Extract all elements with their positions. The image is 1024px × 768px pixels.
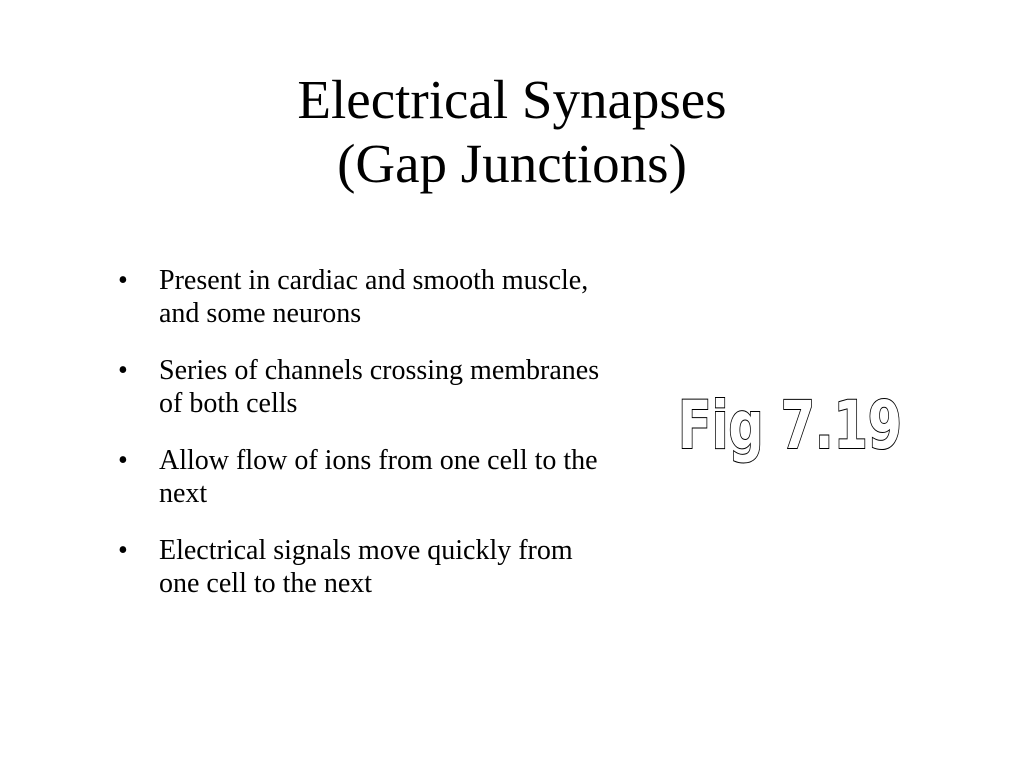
bullet-item [118,444,608,510]
bullet-text: Series of channels crossing membranes of both cells [159,355,600,419]
bullet-text: Present in cardiac and smooth muscle, and some neurons [159,265,589,329]
bullet-dot-icon: • [118,445,128,476]
slide-title-line-1: Electrical Synapses [297,69,727,130]
bullet-dot-icon: • [118,355,128,386]
figure-reference-wordart [670,386,910,466]
slide-title [0,68,1024,196]
bullet-list [118,264,608,624]
slide-title-line-2: (Gap Junctions) [337,133,687,194]
bullet-item [118,354,608,420]
bullet-dot-icon: • [118,265,128,296]
figure-reference-text: Fig 7.19 [678,387,902,464]
bullet-dot-icon: • [118,535,128,566]
bullet-text: Electrical signals move quickly from one cell to the next [159,535,573,599]
bullet-item [118,264,608,330]
bullet-text: Allow flow of ions from one cell to the next [159,445,598,509]
bullet-item [118,534,608,600]
figure-reference-label [670,386,910,466]
